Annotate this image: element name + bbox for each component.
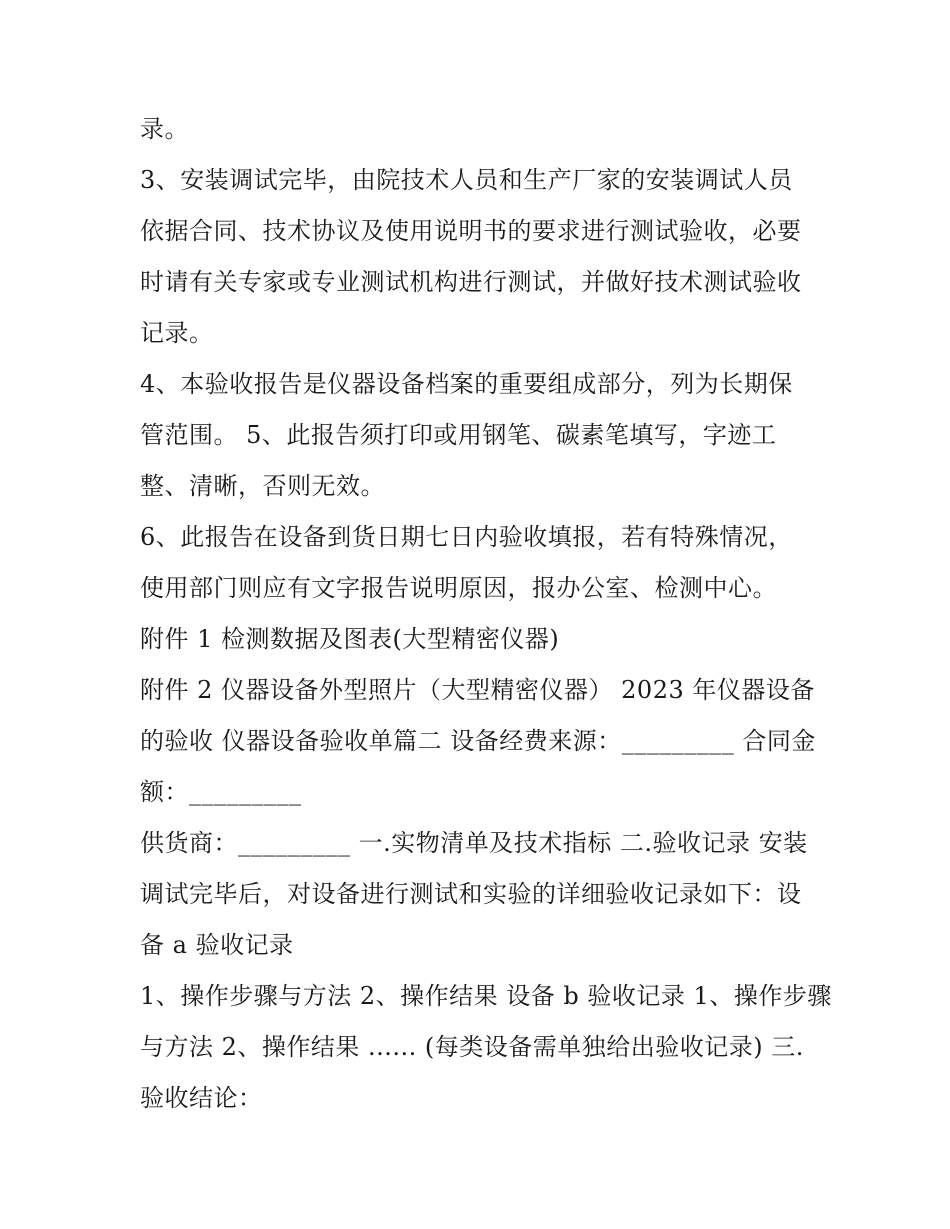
text-line: 记录。 bbox=[140, 319, 214, 347]
text-line: 附件 1 检测数据及图表(大型精密仪器) bbox=[140, 625, 560, 653]
text-line: 附件 2 仪器设备外型照片（大型精密仪器） 2023 年仪器设备 bbox=[140, 676, 815, 704]
document-body bbox=[140, 104, 832, 1124]
text-line: 的验收 仪器设备验收单篇二 设备经费来源：_________ 合同金 bbox=[140, 727, 816, 755]
text-line: 供货商：_________ 一.实物清单及技术指标 二.验收记录 安装 bbox=[140, 829, 808, 857]
text-line: 备 a 验收记录 bbox=[140, 931, 294, 959]
text-line: 6、此报告在设备到货日期七日内验收填报，若有特殊情况， bbox=[140, 523, 793, 551]
text-line: 时请有关专家或专业测试机构进行测试，并做好技术测试验收 bbox=[140, 268, 802, 296]
text-line: 验收结论： bbox=[140, 1084, 263, 1112]
text-line: 1、操作步骤与方法 2、操作结果 设备 b 验收记录 1、操作步骤 bbox=[140, 982, 832, 1010]
text-line: 依据合同、技术协议及使用说明书的要求进行测试验收，必要 bbox=[140, 217, 802, 245]
text-line: 额：_________ bbox=[140, 778, 302, 806]
text-line: 4、本验收报告是仪器设备档案的重要组成部分，列为长期保 bbox=[140, 370, 793, 398]
text-line: 管范围。 5、此报告须打印或用钢笔、碳素笔填写，字迹工 bbox=[140, 421, 777, 449]
text-line: 3、安装调试完毕，由院技术人员和生产厂家的安装调试人员 bbox=[140, 166, 793, 194]
text-line: 调试完毕后，对设备进行测试和实验的详细验收记录如下：设 bbox=[140, 880, 802, 908]
text-line: 使用部门则应有文字报告说明原因，报办公室、检测中心。 bbox=[140, 574, 777, 602]
text-line: 整、清晰，否则无效。 bbox=[140, 472, 385, 500]
text-line: 与方法 2、操作结果 ...... (每类设备需单独给出验收记录) 三. bbox=[140, 1033, 804, 1061]
text-line: 录。 bbox=[140, 115, 189, 143]
